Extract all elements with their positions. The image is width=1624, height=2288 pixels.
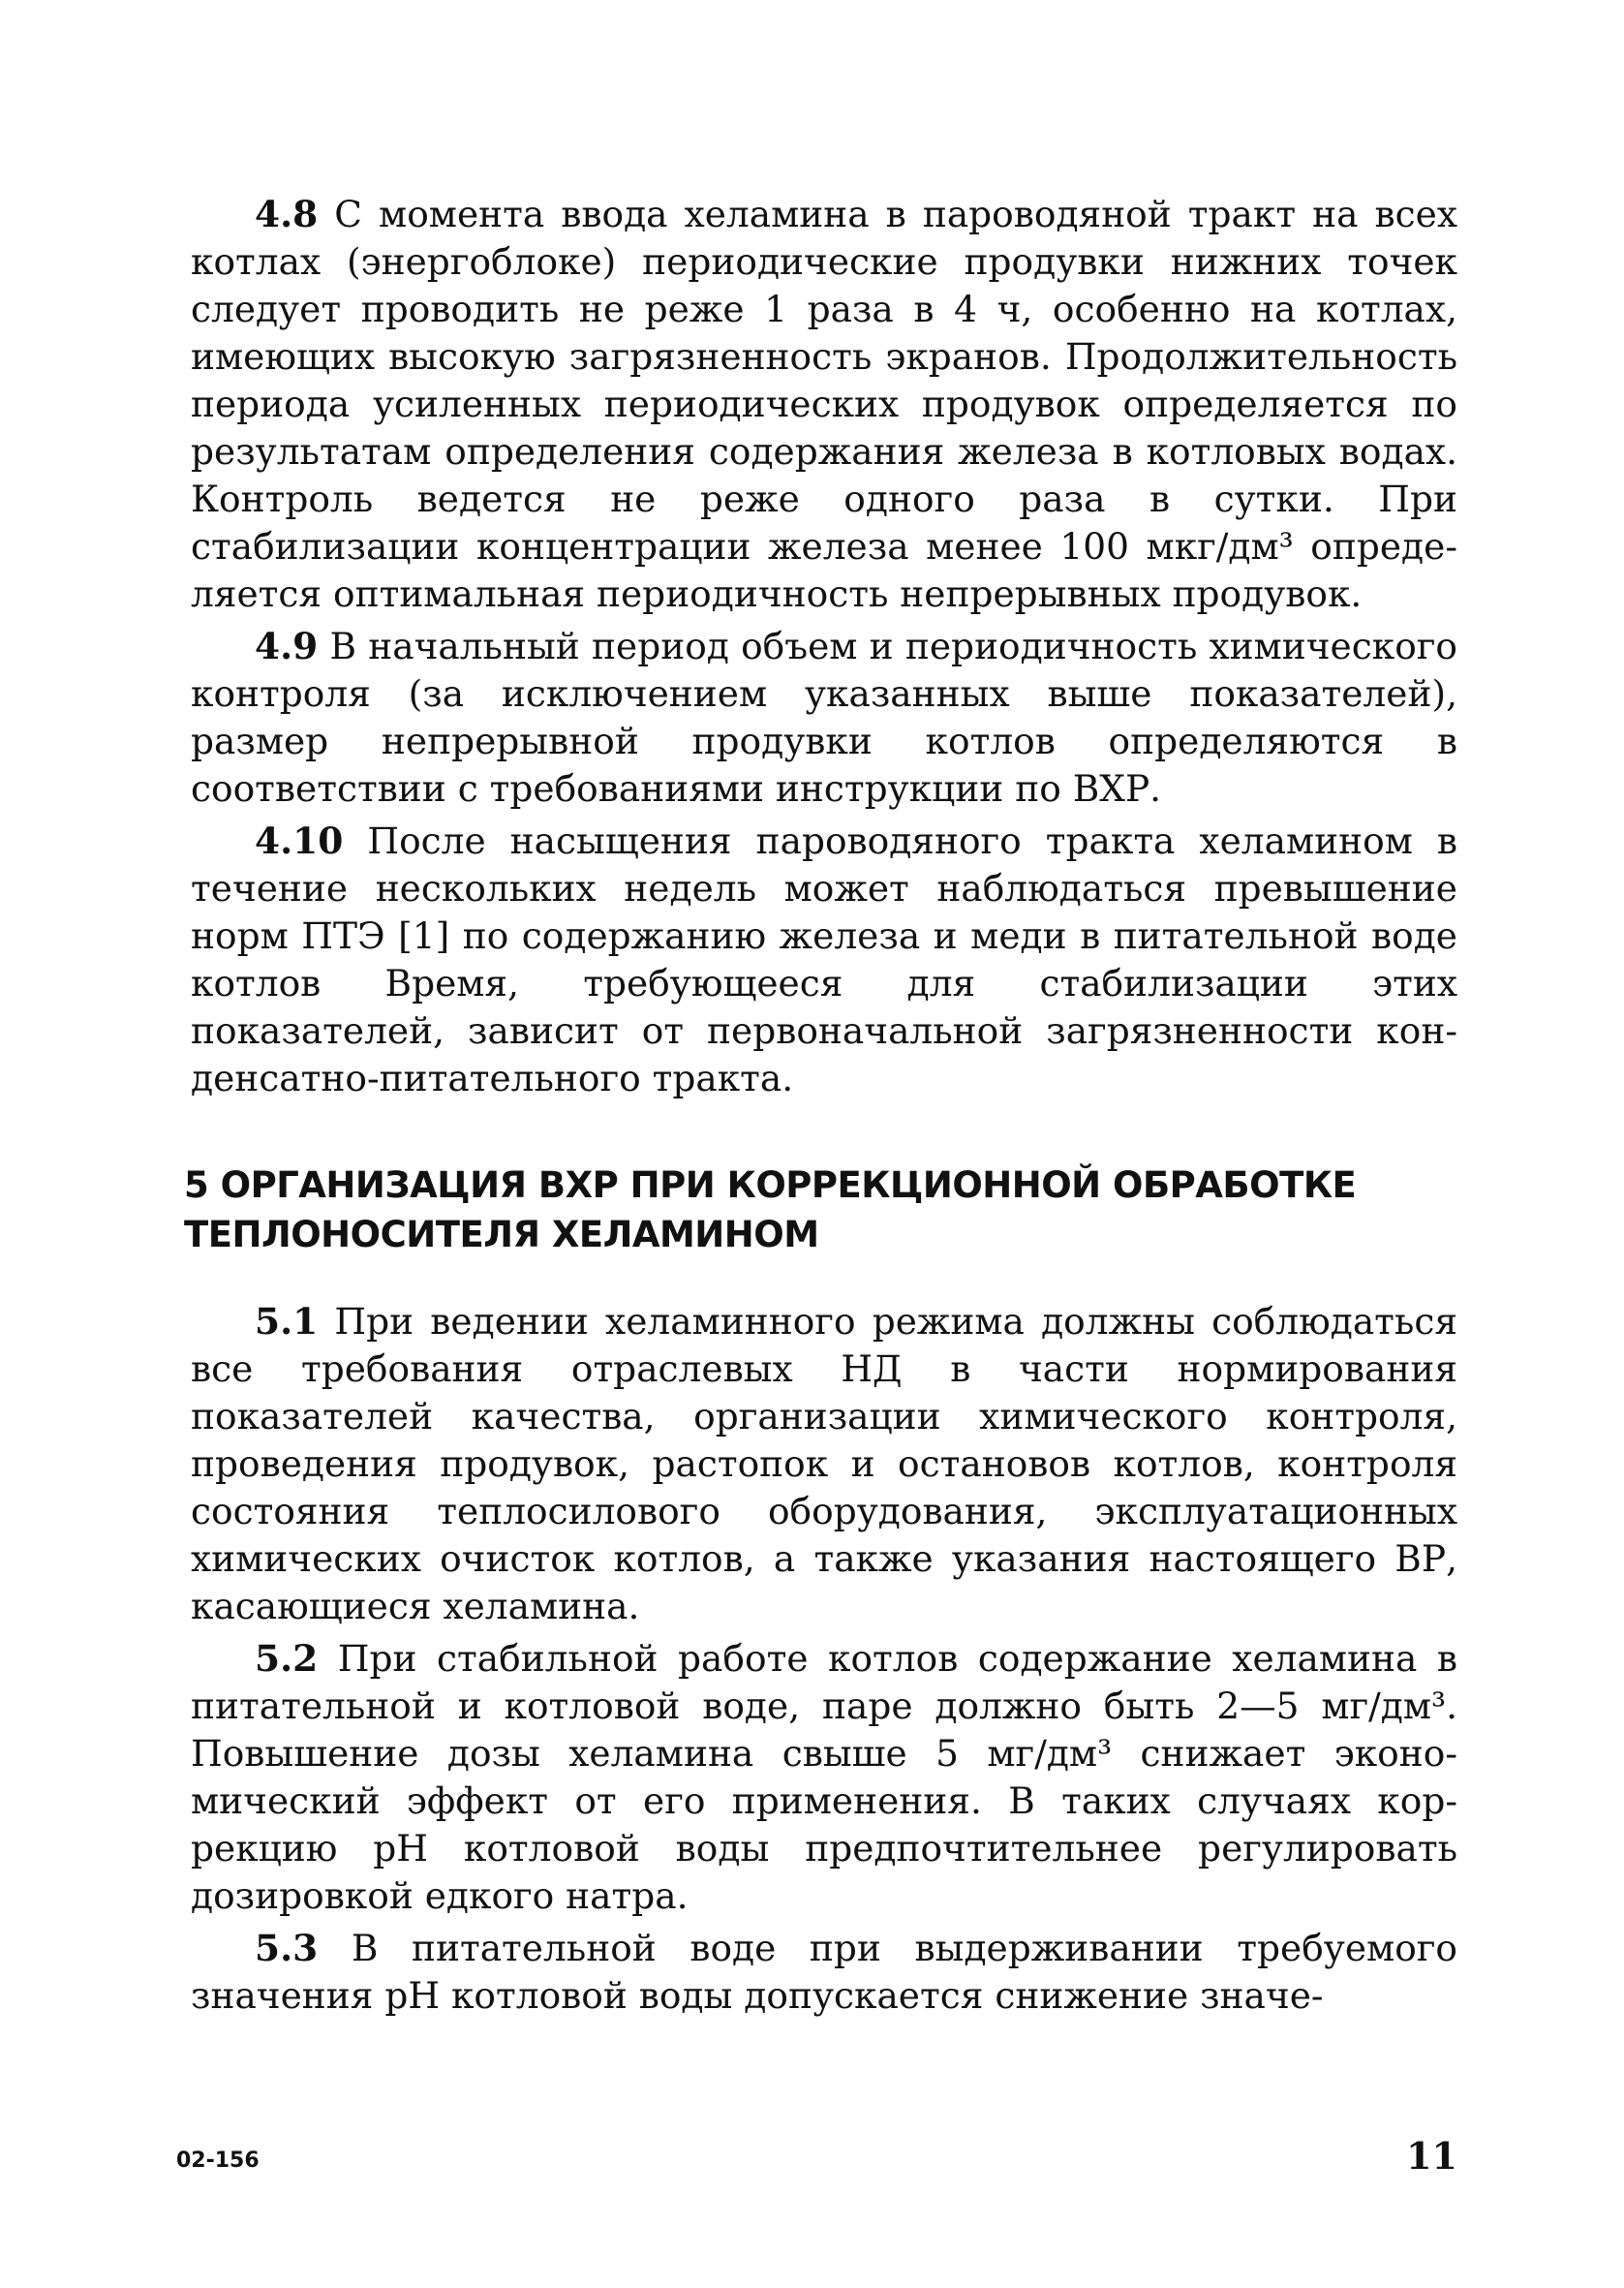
- paragraph-number: 5.2: [255, 1637, 319, 1680]
- paragraph-5-1: [191, 1298, 1457, 1630]
- section-5-heading-line-1: 5 ОРГАНИЗАЦИЯ ВХР ПРИ КОРРЕКЦИОННОЙ ОБРАБОТКЕ: [184, 1164, 1357, 1206]
- paragraph-text: При ведении хеламинного режима должны соблюдаться все требования отраслевых НД в части нормирования показателей качества, организации химического контроля, проведения продувок, растопок и остановов котлов, контроля состояния теплосилового оборудования, эксплуатационных химических очисток котлов, а также указания настоящего ВР, касающиеся хеламина.: [191, 1300, 1457, 1627]
- paragraph-number: 4.8: [255, 193, 319, 235]
- paragraph-4-9: [191, 623, 1457, 813]
- document-code: 02-156: [176, 2149, 260, 2173]
- paragraph-number: 5.1: [255, 1300, 319, 1343]
- paragraph-5-3: [191, 1925, 1457, 2020]
- paragraph-5-2: [191, 1635, 1457, 1920]
- paragraph-number: 4.10: [255, 819, 344, 862]
- paragraph-text: В начальный период объем и периодичность химического контроля (за исключением указанных выше показателей), размер непрерывной продувки котлов определяются в соответствии с требованиями инструкции по ВХР.: [191, 625, 1457, 810]
- paragraph-4-8: [191, 191, 1457, 618]
- section-4-text: [191, 191, 1457, 1107]
- paragraph-4-10: [191, 818, 1457, 1102]
- paragraph-text: С момента ввода хеламина в пароводяной тракт на всех котлах (энергоблоке) периодические продувки нижних точек следует проводить не реже 1 раза в 4 ч, особенно на котлах, имеющих высокую загрязненность экранов. Продолжительность периода усиленных периодических продувок определяется по результатам определения содержания железа в котловых водах. Контроль ведется не реже одного раза в сутки. При стабилизации концентрации железа менее 100 мкг/дм³ определяется оптимальная периодичность непрерывных продувок.: [191, 193, 1457, 615]
- paragraph-text: В питательной воде при выдерживании требуемого значения pH котловой воды допускается снижение значе-: [191, 1927, 1457, 2017]
- paragraph-number: 4.9: [255, 625, 319, 667]
- section-5-heading-line-2: ТЕПЛОНОСИТЕЛЯ ХЕЛАМИНОМ: [184, 1214, 819, 1255]
- paragraph-text: После насыщения пароводяного тракта хеламином в течение нескольких недель может наблюдаться превышение норм ПТЭ [1] по содержанию железа и меди в питательной воде котлов Время, требующееся для стабилизации этих показателей, зависит от первоначальной загрязненности конденсатно-питательного тракта.: [191, 819, 1457, 1099]
- paragraph-number: 5.3: [255, 1927, 319, 1969]
- paragraph-text: При стабильной работе котлов содержание хеламина в питательной и котловой воде, паре должно быть 2—5 мг/дм³. Повышение дозы хеламина свыше 5 мг/дм³ снижает экономический эффект от его применения. В таких случаях коррекцию pH котловой воды предпочтительнее регулировать дозировкой едкого натра.: [191, 1637, 1457, 1917]
- page-number: 11: [1406, 2134, 1457, 2178]
- section-5-text: [191, 1298, 1457, 2025]
- section-5-heading: [184, 1160, 1453, 1259]
